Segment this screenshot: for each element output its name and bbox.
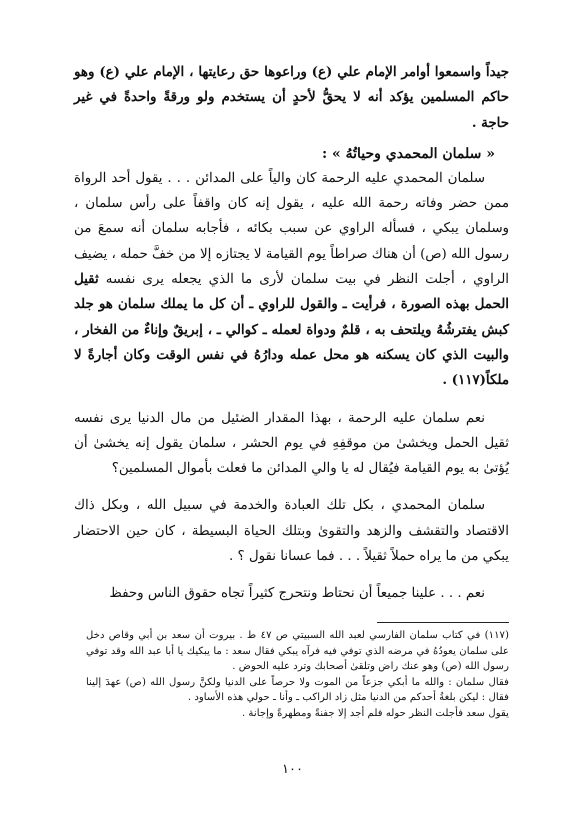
paragraph-salman-story-bold: ثقيل الحمل بهذه الصورة ، فرأيت ـ والقول للراوي ـ أن كل ما يملك سلمان هو جلد كبش يفترشُهُ ويلتحف به ، قلمٌ ودواة لعمله ـ كوالي ـ ، إبريقٌ وإناءٌ من الفخار ، والبيت الذي كان يسكنه هو محل عمله ودارُهُ في نفس الوقت وكان أجارةً لا ملكاً(١١٧) . (74, 271, 509, 389)
paragraph-salman-fear: نعم سلمان عليه الرحمة ، بهذا المقدار الضئيل من مال الدنيا يرى نفسه ثقيل الحمل ويخشىٰ من موقفِهِ في يوم الحشر ، سلمان يقول إنه يخشىٰ أن يُؤتىٰ به يوم القيامة فيُقال له يا والي المدائن ما فعلت بأموال المسلمين؟ (74, 410, 509, 477)
paragraph-people-rights: نعم . . . علينا جميعاً أن نحتاط ونتحرج كثيراً تجاه حقوق الناس وحفظ (109, 586, 485, 602)
footnote-117-part3: يقول سعد فأجلت النظر حوله فلم أجد إلا جفنةً ومطهرةً وإجانة . (241, 707, 509, 719)
intro-paragraph: جيداً واسمعوا أوامر الإمام علي (ع) وراعوها حق رعايتها ، الإمام علي (ع) وهو حاكم المسلمين يؤكد أنه لا يحقُّ لأحدٍ أن يستخدم ولو ورقةً واحدةً في غير حاجة . (74, 64, 509, 131)
footnotes (86, 628, 509, 722)
footnote-divider (377, 622, 509, 623)
paragraph-salman-story-normal: سلمان المحمدي عليه الرحمة كان والياً على المدائن . . . يقول أحد الرواة ممن حضر وفاته رحمة الله عليه ، يقول إنه كان واقفاً على رأس سلمان ، وسلمان يبكي ، فسأله الراوي عن سبب بكائه ، فأجابه سلمان أنه سمعَ من رسول الله (ص) أن هناك صراطاً يوم القيامة لا يجتازه إلا من خفَّ حمله ، يضيف الراوي ، أجلت النظر في بيت سلمان لأرى ما الذي يجعله يرى نفسه (74, 170, 509, 288)
paragraph-salman-story (74, 166, 509, 394)
paragraph-salman-worship: سلمان المحمدي ، بكل تلك العبادة والخدمة في سبيل الله ، وبكل ذاك الاقتصاد والتقشف والزهد والتقوىٰ وبتلك الحياة البسيطة ، كان حين الاحتضار يبكي من ما يراه حملاً ثقيلاً . . . فما عسانا نقول ؟ . (74, 498, 509, 565)
main-text (74, 60, 509, 607)
footnote-117-part2: فقال سلمان : والله ما أبكي جزعاً من الموت ولا حرصاً على الدنيا ولكنَّ رسول الله (ص) عهدَ إلينا فقال : ليكن بلغةُ أحدكم من الدنيا مثل زاد الراكب ـ وأنا ـ حولي هذه الأساود . (86, 676, 509, 704)
footnote-117-part1: (١١٧) في كتاب سلمان الفارسي لعبد الله السبيتي ص ٤٧ ط . بيروت أن سعد بن أبي وقاص دخل على سلمان يعودُهُ في مرضه الذي توفي فيه فرآه يبكي فقال سعد : ما يبكيك يا أبا عبد الله وقد توفي رسول الله (ص) وهو عنك راض وتلقىٰ أصحابك وترد عليه الحوض . (86, 630, 509, 673)
page-number: ١٠٠ (282, 762, 303, 777)
section-heading: « سلمان المحمدي وحياتُهُ » : (321, 145, 495, 162)
